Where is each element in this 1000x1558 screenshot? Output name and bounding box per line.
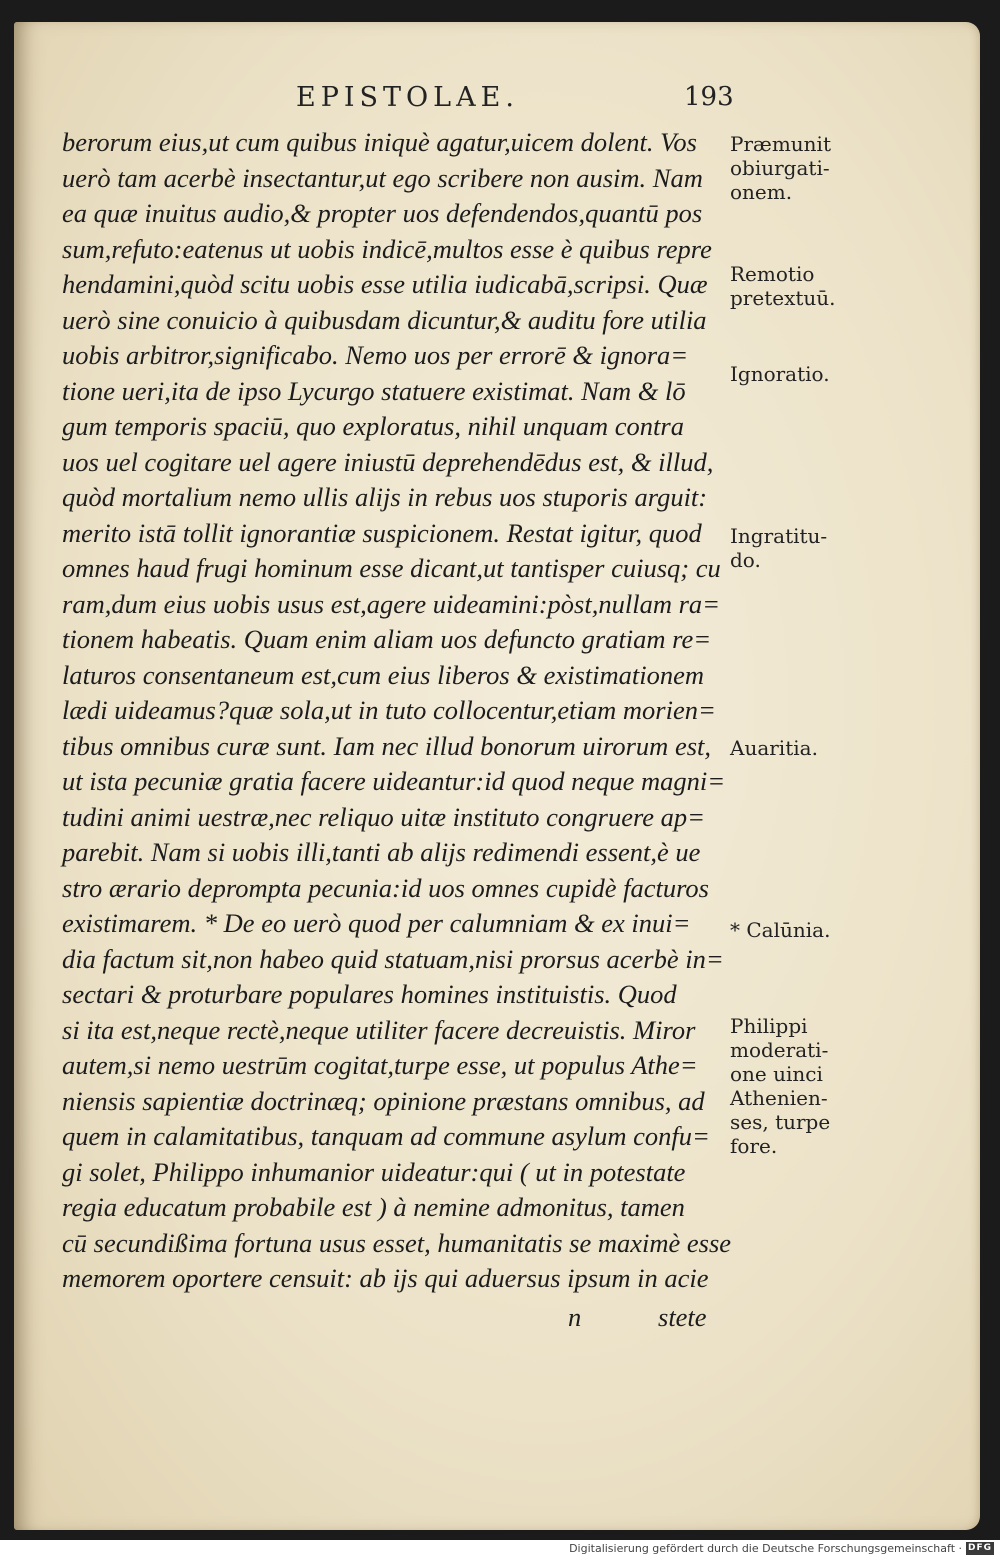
page-number: 193: [684, 82, 734, 112]
marginal-note: [730, 362, 860, 386]
marginal-note-line: onem.: [730, 180, 793, 204]
running-title: EPISTOLAE.: [296, 82, 519, 113]
marginal-note-line: Philippi: [730, 1014, 808, 1038]
text-line: omnes haud frugi hominum esse dicant,ut tantisper cuiusq; cu: [62, 553, 721, 583]
marginal-note: [730, 1014, 860, 1158]
marginal-note-line: obiurgati-: [730, 156, 830, 180]
text-line: niensis sapientiæ doctrinæq; opinione præstans omnibus, ad: [62, 1085, 705, 1116]
catchword: stete: [658, 1302, 707, 1332]
text-line: cū secundißima fortuna usus esset, humanitatis se maximè esse: [62, 1227, 732, 1258]
dfg-logo: DFG: [967, 1543, 992, 1553]
marginal-note: [730, 524, 860, 572]
text-line: uerò tam acerbè insectantur,ut ego scribere non ausim. Nam: [62, 162, 703, 193]
marginal-note-line: Remotio: [730, 262, 815, 286]
marginal-note: [730, 262, 860, 310]
marginal-note-line: Ignoratio.: [730, 362, 830, 386]
text-line: quem in calamitatibus, tanquam ad commune asylum confu=: [62, 1121, 710, 1151]
text-line: regia educatum probabile est ) à nemine admonitus, tamen: [62, 1192, 685, 1222]
text-line: uobis arbitror,significabo. Nemo uos per errorē & ignora=: [62, 340, 689, 370]
text-line: sectari & proturbare populares homines instituistis. Quod: [62, 979, 677, 1009]
text-line: memorem oportere censuit: ab ijs qui aduersus ipsum in acie: [62, 1263, 709, 1293]
text-line: gum temporis spaciū, quo exploratus, nihil unquam contra: [62, 411, 684, 441]
text-line: ea quæ inuitus audio,& propter uos defendendos,quantū pos: [62, 198, 703, 228]
text-line: stro ærario deprompta pecunia:id uos omnes cupidè facturos: [62, 872, 709, 903]
text-line: uos uel cogitare uel agere iniustū deprehendēdus est, & illud,: [62, 446, 714, 477]
marginal-note: [730, 918, 860, 942]
marginal-note-line: fore.: [730, 1134, 778, 1158]
catch-line: [0, 1302, 1000, 1337]
text-line: lædi uideamus?quæ sola,ut in tuto collocentur,etiam morien=: [62, 695, 716, 725]
text-line: autem,si nemo uestrūm cogitat,turpe esse, ut populus Athe=: [62, 1050, 698, 1080]
signature-mark: n: [568, 1302, 582, 1332]
marginal-note-line: do.: [730, 548, 761, 572]
text-line: tibus omnibus curæ sunt. Iam nec illud bonorum uirorum est,: [62, 730, 712, 761]
text-line: laturos consentaneum est,cum eius liberos & existimationem: [62, 659, 705, 690]
text-line: gi solet, Philippo inhumanior uideatur:qui ( ut in potestate: [62, 1156, 686, 1187]
text-line: tionem habeatis. Quam enim aliam uos defuncto gratiam re=: [62, 624, 712, 654]
marginal-note: [730, 736, 860, 760]
text-line: dia factum sit,non habeo quid statuam,nisi prorsus acerbè in=: [62, 943, 724, 974]
text-line: existimarem. * De eo uerò quod per calumniam & ex inui=: [62, 908, 691, 938]
marginal-note-line: pretextuū.: [730, 286, 836, 310]
marginal-note-line: Athenien-: [730, 1086, 828, 1110]
main-text: [62, 125, 732, 1297]
marginal-note: [730, 132, 860, 204]
marginal-note-line: * Calūnia.: [730, 918, 831, 942]
text-line: berorum eius,ut cum quibus iniquè agatur,uicem dolent. Vos: [62, 127, 697, 157]
text-line: hendamini,quòd scitu uobis esse utilia iudicabā,scripsi. Quæ: [62, 269, 708, 299]
text-line: ut ista pecuniæ gratia facere uideantur:id quod neque magni=: [62, 766, 726, 796]
marginal-note-line: one uinci: [730, 1062, 823, 1086]
text-line: si ita est,neque rectè,neque utiliter facere decreuistis. Miror: [62, 1014, 696, 1045]
marginal-note-line: Auaritia.: [730, 736, 818, 760]
text-line: merito istā tollit ignorantiæ suspicionem. Restat igitur, quod: [62, 517, 702, 548]
text-line: uerò sine conuicio à quibusdam dicuntur,& auditu fore utilia: [62, 304, 707, 335]
marginal-note-line: Præmunit: [730, 132, 831, 156]
digitization-footer: [0, 1540, 1000, 1558]
text-line: tione ueri,ita de ipso Lycurgo statuere existimat. Nam & lō: [62, 375, 686, 406]
text-line: sum,refuto:eatenus ut uobis indicē,multos esse è quibus repre: [62, 233, 712, 264]
marginal-note-line: moderati-: [730, 1038, 829, 1062]
text-line: parebit. Nam si uobis illi,tanti ab alijs redimendi essent,è ue: [62, 837, 701, 867]
marginal-note-line: Ingratitu-: [730, 524, 828, 548]
text-line: quòd mortalium nemo ullis alijs in rebus uos stuporis arguit:: [62, 482, 708, 512]
text-line: ram,dum eius uobis usus est,agere uideamini:pòst,nullam ra=: [62, 588, 721, 619]
funding-credit: Digitalisierung gefördert durch die Deutsche Forschungsgemeinschaft ·: [569, 1542, 962, 1555]
marginal-note-line: ses, turpe: [730, 1110, 831, 1134]
page-header: [0, 82, 1000, 122]
text-line: tudini animi uestræ,nec reliquo uitæ instituto congruere ap=: [62, 801, 706, 832]
